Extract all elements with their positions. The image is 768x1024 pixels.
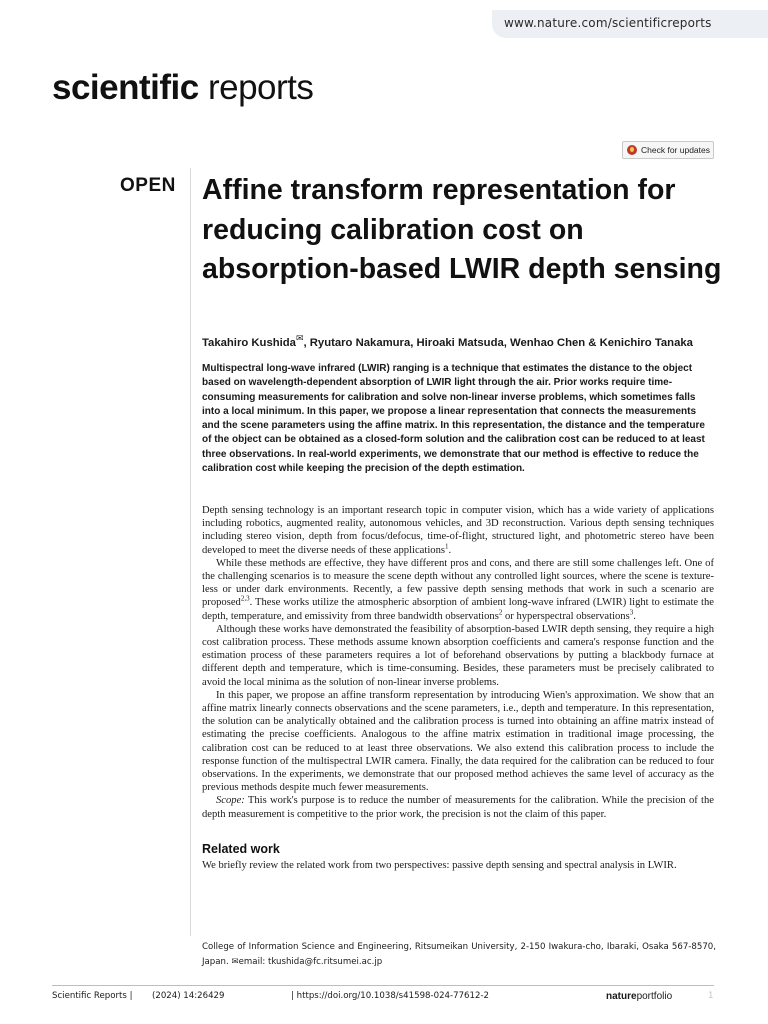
journal-logo <box>52 68 313 108</box>
section-heading-related-work: Related work <box>202 842 280 856</box>
email-link[interactable]: email: tkushida@fc.ritsumei.ac.jp <box>238 956 383 967</box>
paragraph-1: Depth sensing technology is an important research topic in computer vision, which has a wide variety of applications including robotics, augmented reality, autonomous vehicles, and 3D reconstruction. Various depth sensing techniques including stereo vision, depth from focus/defocus, time-of-flight, structured light, and photometric stereo have been developed to meet the diverse needs of these applications$^1$. <box>202 505 714 556</box>
check-for-updates-label: Check for updates <box>641 145 710 155</box>
author-list <box>202 333 722 349</box>
citation-link[interactable]: 2 <box>498 608 503 617</box>
page-number: 1 <box>708 991 714 1001</box>
article-body <box>202 504 714 821</box>
paragraph-2: While these methods are effective, they have different pros and cons, and there are still some challenges left. One of the challenging scenarios is to measure the scene depth without any controlled light sources, where the scene is texture-less or under dark environments. Recently, a few passive depth sensing methods that work in such a scenario are proposed$^{2,3}$. These works utilize the atmospheric absorption of ambient long-wave infrared (LWIR) light to estimate the depth, temperature, and emissivity from three bandwidth observations$^2$ or hyperspectral observations$^3$. <box>202 557 714 622</box>
paragraph-scope: Scope: This work's purpose is to reduce the number of measurements for the calibration. While the precision of the depth measurement is competitive to the prior work, the precision is not the claim of this paper. <box>202 795 714 820</box>
journal-url-link[interactable]: www.nature.com/scientificreports <box>504 16 712 30</box>
scope-label: Scope: <box>216 795 245 807</box>
citation-link[interactable]: 1 <box>444 542 449 551</box>
article-title: Affine transform representation for reducing calibration cost on absorption-based LWIR depth sensing <box>202 174 722 285</box>
envelope-icon: ✉ <box>231 956 239 967</box>
journal-logo-light: reports <box>198 68 314 107</box>
citation-link[interactable]: 3 <box>629 608 634 617</box>
margin-divider <box>190 168 191 936</box>
affiliation: College of Information Science and Engineering, Ritsumeikan University, 2-150 Iwakura-cho, Ibaraki, Osaka 567-8570, Japan. ✉email: tkushida@fc.ritsumei.ac.jp <box>202 942 716 967</box>
journal-logo-bold: scientific <box>52 68 199 107</box>
mail-icon[interactable]: ✉ <box>295 333 304 343</box>
open-access-label: OPEN <box>120 175 176 196</box>
nature-portfolio-logo: natureportfolio <box>606 991 673 1002</box>
citation-link[interactable]: 2,3 <box>240 594 250 603</box>
header-url-bar <box>492 10 768 38</box>
footer-divider <box>52 985 714 986</box>
check-for-updates-button[interactable] <box>622 141 714 159</box>
paragraph-3: Although these works have demonstrated the feasibility of absorption-based LWIR depth sensing, they require a high cost calibration process. These methods assume known absorption coefficients and camera's response function and the estimation process of these parameters requires a lot of beforehand observations by putting a blackbody furnace at different depth and temperature, which is time-consuming. Besides, these parameters must be precisely calibrated to avoid the local minima as the solution of non-linear inverse problems. <box>202 623 714 688</box>
crossmark-icon <box>627 145 637 155</box>
author-corresponding[interactable]: Takahiro Kushida <box>202 336 296 349</box>
footer-volume: (2024) 14:26429 <box>152 991 225 1001</box>
footer-doi-link[interactable]: | https://doi.org/10.1038/s41598-024-77612-2 <box>291 991 490 1001</box>
paragraph-4: In this paper, we propose an affine transform representation by introducing Wien's approximation. We show that an affine matrix linearly connects observations and the scene parameters, i.e., depth and temperature. In this representation, the solution can be analytically obtained and the calibration process is turned into obtaining an affine matrix instead of estimating the precise coefficients. Analogous to the affine matrix estimation in traditional image processing, the calibration cost can be reduced to at least three observations. We also extend this calibration process to include the response function of the multispectral LWIR camera. Finally, the data required for the calibration can be reduced to four observations. In the experiments, we demonstrate that our proposed method achieves the same level of accuracy as the previous methods despite much fewer measurements. <box>202 689 714 794</box>
author-others: , Ryutaro Nakamura, Hiroaki Matsuda, Wenhao Chen & Kenichiro Tanaka <box>303 336 693 349</box>
section-paragraph: We briefly review the related work from two perspectives: passive depth sensing and spectral analysis in LWIR. <box>202 860 677 871</box>
abstract: Multispectral long-wave infrared (LWIR) ranging is a technique that estimates the distance to the object based on wavelength-dependent absorption of LWIR light through the air. Prior works require time-consuming measurements for calibration and solve non-linear inverse problems, which sometimes falls into a local minimum. In this paper, we propose a linear representation that connects the measurements and the scene parameters using the affine matrix. In this representation, the distance and the temperature of the object can be obtained as a closed-form solution and the calibration cost can be reduced to at least three observations. In real-world experiments, we demonstrate that our method is effective to reduce the calibration cost while keeping the precision of the depth estimation. <box>202 363 705 475</box>
footer-journal: Scientific Reports | <box>52 991 133 1001</box>
